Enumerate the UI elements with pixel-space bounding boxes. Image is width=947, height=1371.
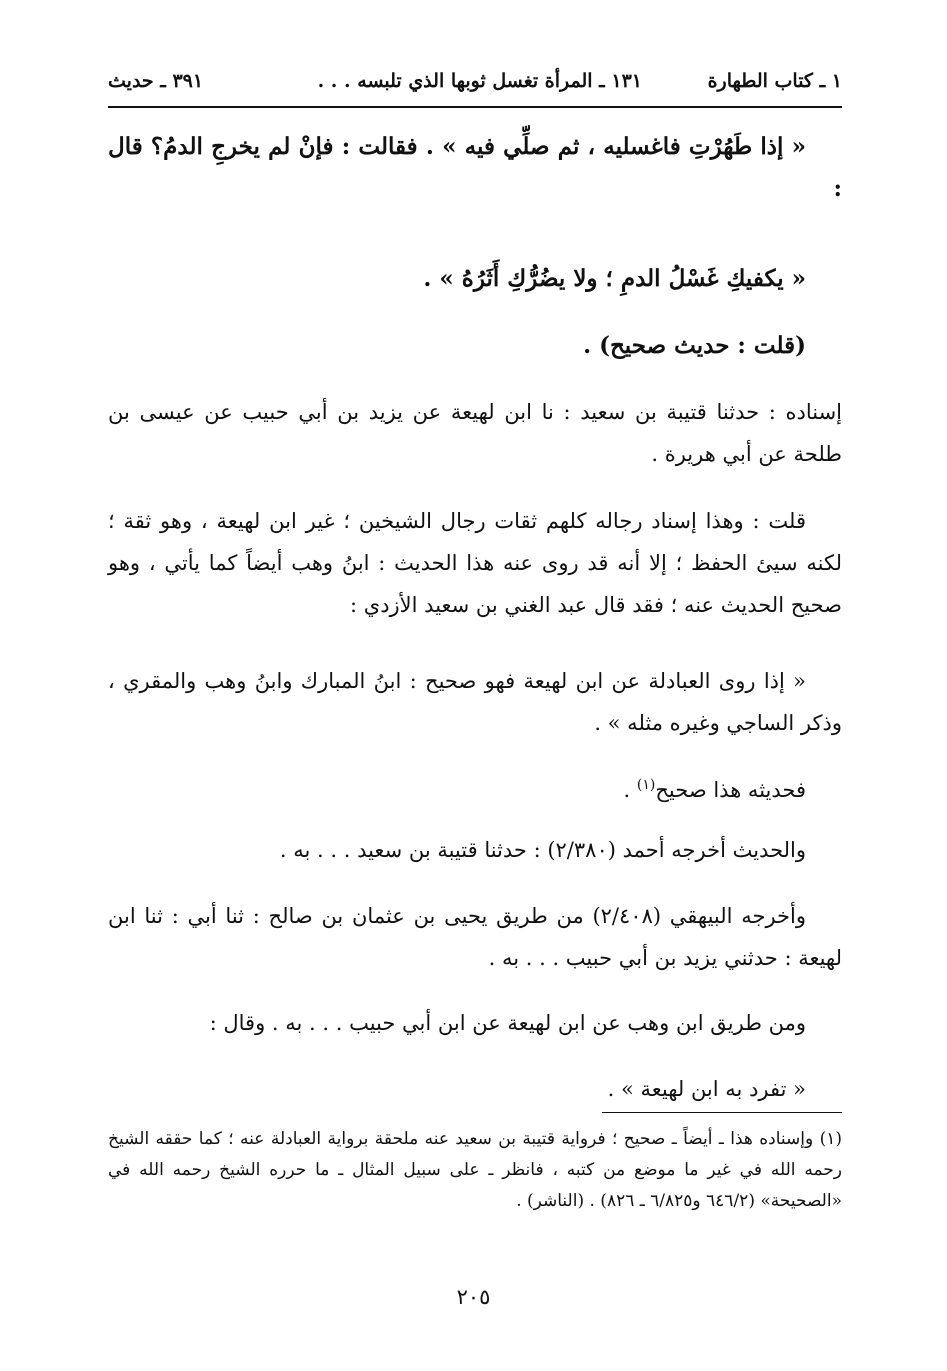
header-hadith-number: ٣٩١ ـ حديث [108, 70, 204, 92]
conclusion-end: . [623, 778, 637, 802]
footnote-divider [602, 1112, 842, 1113]
conclusion-line [108, 764, 842, 811]
footnote-marker: (١) [636, 777, 656, 793]
hadith-text-1: « إذا طَهُرْتِ فاغسليه ، ثم صلِّي فيه » . فقالت : فإنْ لم يخرجِ الدمُ؟ قال : [108, 133, 842, 202]
header-chapter: ١ ـ كتاب الطهارة [707, 70, 842, 92]
running-header [108, 70, 842, 104]
conclusion-text: فحديثه هذا صحيح [655, 778, 806, 802]
header-divider [108, 106, 842, 108]
takhrij-ibn-wahb: ومن طريق ابن وهب عن ابن لهيعة عن ابن أبي حبيب . . . به . وقال : [209, 1011, 806, 1035]
page-number: ٢٠٥ [456, 1285, 491, 1309]
grading-note: (قلت : حديث صحيح) . [583, 332, 806, 359]
isnad-paragraph: إسناده : حدثنا قتيبة بن سعيد : نا ابن لهيعة عن يزيد بن أبي حبيب عن عيسى بن طلحة عن أبي هريرة . [108, 400, 842, 466]
header-section: ١٣١ ـ المرأة تغسل ثوبها الذي تلبسه . . . [317, 70, 642, 92]
hadith-text-2: « يكفيكِ غَسْلُ الدمِ ؛ ولا يضُرُّكِ أَثَرُهُ » . [423, 265, 806, 292]
commentary-paragraph: قلت : وهذا إسناد رجاله كلهم ثقات رجال الشيخين ؛ غير ابن لهيعة ، وهو ثقة ؛ لكنه سيئ الحفظ ؛ إلا أنه قد روى عنه هذا الحديث : ابنُ وهب أيضاً كما يأتي ، وهو صحيح الحديث عنه ؛ فقد قال عبد الغني بن سعيد الأزدي : [108, 509, 842, 617]
footnote: (١) وإسناده هذا ـ أيضاً ـ صحيح ؛ فرواية قتيبة بن سعيد عنه ملحقة برواية العبادلة عنه ؛ كما حققه الشيخ رحمه الله في غير ما موضع من كتبه ، فانظر ـ على سبيل المثال ـ ما حرره الشيخ رحمه الله في «الصحيحة» (٦٤٦/٢ و٦/٨٢٥ ـ ٨٢٦) . (الناشر) . [108, 1129, 842, 1211]
takhrij-ahmad: والحديث أخرجه أحمد (٢/٣٨٠) : حدثنا قتيبة بن سعيد . . . به . [279, 838, 806, 862]
takhrij-bayhaqi: وأخرجه البيهقي (٢/٤٠٨) من طريق يحيى بن عثمان بن صالح : ثنا أبي : ثنا ابن لهيعة : حدثني يزيد بن أبي حبيب . . . به . [108, 904, 842, 970]
tafarrud-quote: « تفرد به ابن لهيعة » . [607, 1077, 806, 1101]
quote-paragraph: « إذا روى العبادلة عن ابن لهيعة فهو صحيح : ابنُ المبارك وابنُ وهب والمقري ، وذكر الساجي وغيره مثله » . [108, 669, 842, 735]
